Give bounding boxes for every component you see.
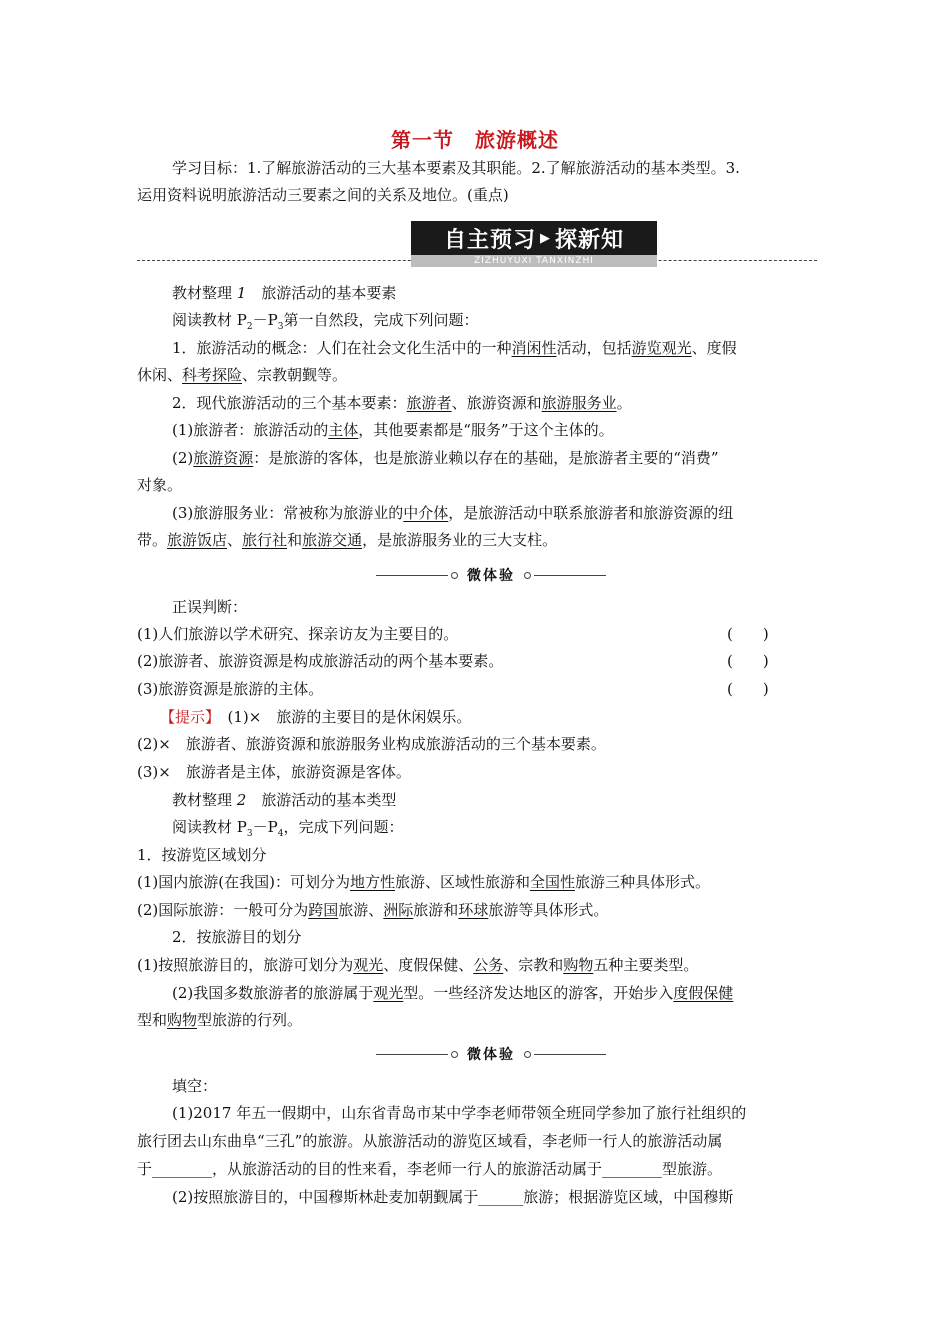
type-item2-sub1: (1)按照旅游目的，旅游可划分为观光、度假保健、公务、宗教和购物五种主要类型。 bbox=[137, 956, 699, 974]
banner-subtitle: ZIZHUYUXI TANXINZHI bbox=[411, 255, 657, 267]
hint-a1: 【提示】 (1)× 旅游的主要目的是休闲娱乐。 bbox=[160, 708, 472, 726]
divider-dot-icon bbox=[524, 1051, 531, 1058]
type-item2-sub2-line1: (2)我国多数旅游者的旅游属于观光型。一些经济发达地区的游客，开始步入度假保健 bbox=[172, 984, 734, 1002]
divider-label: 微体验 bbox=[467, 1047, 515, 1063]
answer-bracket: ( ) bbox=[727, 625, 769, 643]
divider-dot-icon bbox=[524, 572, 531, 579]
divider-micro-experience-2 bbox=[376, 1044, 606, 1064]
hint-a2: (2)× 旅游者、旅游资源和旅游服务业构成旅游活动的三个基本要素。 bbox=[137, 735, 606, 753]
section2-heading: 教材整理 2 旅游活动的基本类型 bbox=[172, 791, 397, 809]
judge-q1: (1)人们旅游以学术研究、探亲访友为主要目的。 bbox=[137, 625, 459, 643]
divider-dot-icon bbox=[451, 572, 458, 579]
learning-goals-line2: 运用资料说明旅游活动三要素之间的关系及地位。(重点) bbox=[137, 186, 509, 204]
banner-title bbox=[411, 221, 657, 255]
section-banner bbox=[137, 221, 817, 269]
fill-q1-line2: 旅行团去山东曲阜“三孔”的旅游。从旅游活动的游览区域看，李老师一行人的旅游活动属 bbox=[137, 1132, 723, 1150]
item1-line1: 1．旅游活动的概念：人们在社会文化生活中的一种消闲性活动，包括游览观光、度假 bbox=[172, 339, 737, 357]
fill-q1-line1: (1)2017 年五一假期中，山东省青岛市某中学李老师带领全班同学参加了旅行社组织的 bbox=[172, 1104, 747, 1122]
fill-heading: 填空： bbox=[172, 1077, 218, 1095]
item2-sub3-line2: 带。旅游饭店、旅行社和旅游交通，是旅游服务业的三大支柱。 bbox=[137, 531, 558, 549]
answer-bracket: ( ) bbox=[727, 680, 769, 698]
type-item2-sub2-line2: 型和购物型旅游的行列。 bbox=[137, 1011, 303, 1029]
type-item2: 2．按旅游目的划分 bbox=[172, 928, 302, 946]
banner-arrow-icon: ▶ bbox=[540, 230, 551, 246]
divider-micro-experience-1 bbox=[376, 565, 606, 585]
hint-label: 【提示】 bbox=[160, 708, 213, 726]
hint-a3: (3)× 旅游者是主体，旅游资源是客体。 bbox=[137, 763, 411, 781]
answer-bracket: ( ) bbox=[727, 652, 769, 670]
section1-reading: 阅读教材 $P_2-P_3$第一自然段，完成下列问题： bbox=[172, 311, 479, 332]
item2-sub3-line1: (3)旅游服务业：常被称为旅游业的中介体，是旅游活动中联系旅游者和旅游资源的纽 bbox=[172, 504, 734, 522]
item2-sub1: (1)旅游者：旅游活动的主体，其他要素都是“服务”于这个主体的。 bbox=[172, 421, 614, 439]
item2-sub2-line1: (2)旅游资源：是旅游的客体，也是旅游业赖以存在的基础，是旅游者主要的“消费” bbox=[172, 449, 719, 467]
item2: 2．现代旅游活动的三个基本要素：旅游者、旅游资源和旅游服务业。 bbox=[172, 394, 632, 412]
type-item1: 1．按游览区域划分 bbox=[137, 846, 267, 864]
section1-heading: 教材整理 1 旅游活动的基本要素 bbox=[172, 284, 397, 302]
type-item1-sub1: (1)国内旅游(在我国)：可划分为地方性旅游、区域性旅游和全国性旅游三种具体形式。 bbox=[137, 873, 711, 891]
learning-goals-line1: 学习目标：1.了解旅游活动的三大基本要素及其职能。2.了解旅游活动的基本类型。3. bbox=[172, 159, 740, 177]
judge-q2: (2)旅游者、旅游资源是构成旅游活动的两个基本要素。 bbox=[137, 652, 504, 670]
banner-title-left: 自主预习 bbox=[443, 227, 536, 253]
judge-heading: 正误判断： bbox=[172, 598, 248, 616]
page-title: 第一节 旅游概述 bbox=[391, 128, 559, 152]
divider-label: 微体验 bbox=[467, 568, 515, 584]
fill-q2-line1: (2)按照旅游目的，中国穆斯林赴麦加朝觐属于______旅游；根据游览区域，中国穆斯 bbox=[172, 1188, 734, 1206]
judge-q3: (3)旅游资源是旅游的主体。 bbox=[137, 680, 324, 698]
divider-dot-icon bbox=[451, 1051, 458, 1058]
fill-q1-line3: 于________，从旅游活动的目的性来看，李老师一行人的旅游活动属于________型旅游。 bbox=[137, 1160, 723, 1178]
section2-reading: 阅读教材 $P_3-P_4$，完成下列问题： bbox=[172, 818, 404, 839]
type-item1-sub2: (2)国际旅游：一般可分为跨国旅游、洲际旅游和环球旅游等具体形式。 bbox=[137, 901, 609, 919]
item1-line2: 休闲、科考探险、宗教朝觐等。 bbox=[137, 366, 348, 384]
item2-sub2-line2: 对象。 bbox=[137, 476, 183, 494]
banner-title-right: 探新知 bbox=[555, 227, 625, 253]
